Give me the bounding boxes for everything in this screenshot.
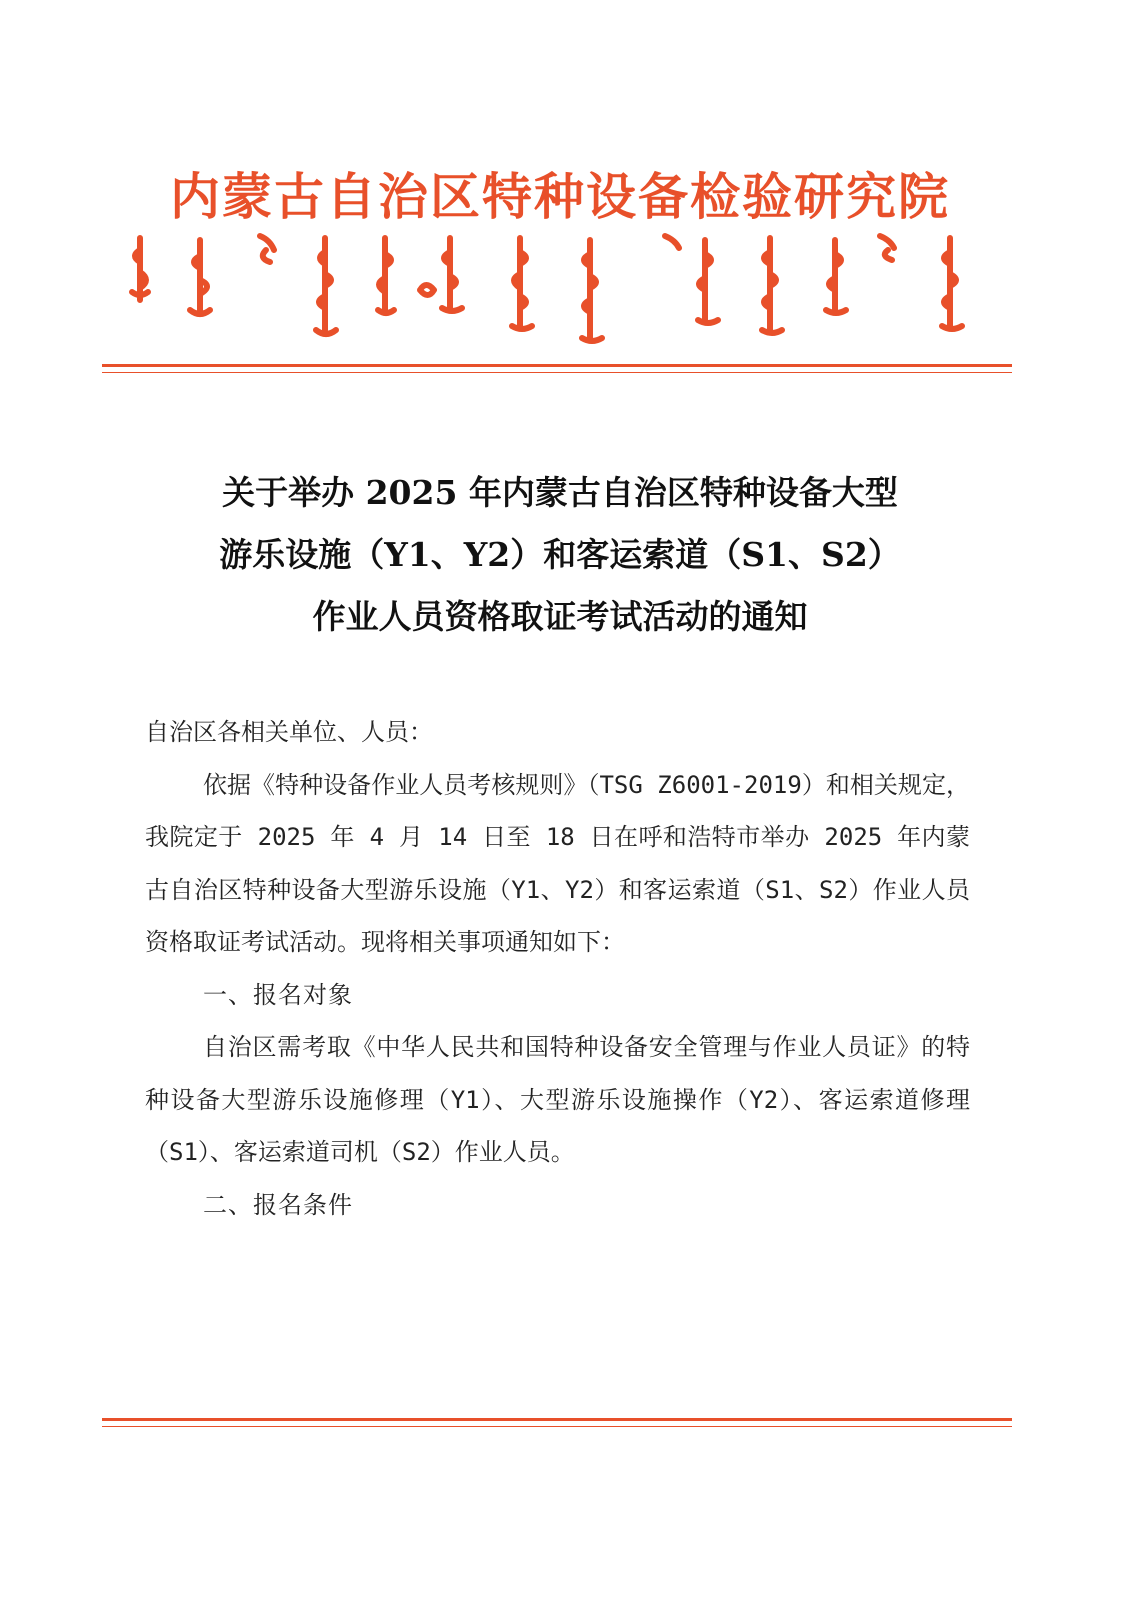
- mongolian-script-logo: [120, 230, 1000, 350]
- registration-target-paragraph: 自治区需考取《中华人民共和国特种设备安全管理与作业人员证》的特种设备大型游乐设施修理（Y1）、大型游乐设施操作（Y2）、客运索道修理（S1）、客运索道司机（S2）作业人员。: [145, 1033, 970, 1166]
- notice-title-line: 作业人员资格取证考试活动的通知: [312, 597, 808, 636]
- footer-divider: [102, 1418, 1012, 1427]
- salutation: 自治区各相关单位、人员：: [145, 718, 433, 746]
- letterhead-title: 内蒙古自治区特种设备检验研究院: [170, 168, 950, 226]
- section-heading-registration-conditions: 二、报名条件: [203, 1190, 353, 1219]
- letterhead-divider: [102, 364, 1012, 373]
- notice-body: [145, 706, 970, 1231]
- intro-paragraph: 依据《特种设备作业人员考核规则》（TSG Z6001-2019）和相关规定，我院定于 2025 年 4 月 14 日至 18 日在呼和浩特市举办 2025 年内蒙古自治区特种设备大型游乐设施（Y1、Y2）和客运索道（S1、S2）作业人员资格取证考试活动。现将相关事项通知如下：: [145, 770, 970, 956]
- notice-title-line: 游乐设施（Y1、Y2）和客运索道（S1、S2）: [219, 535, 901, 574]
- section-heading-registration-target: 一、报名对象: [203, 980, 353, 1009]
- notice-title: [110, 462, 1010, 648]
- notice-title-line: 关于举办 2025 年内蒙古自治区特种设备大型: [222, 473, 898, 512]
